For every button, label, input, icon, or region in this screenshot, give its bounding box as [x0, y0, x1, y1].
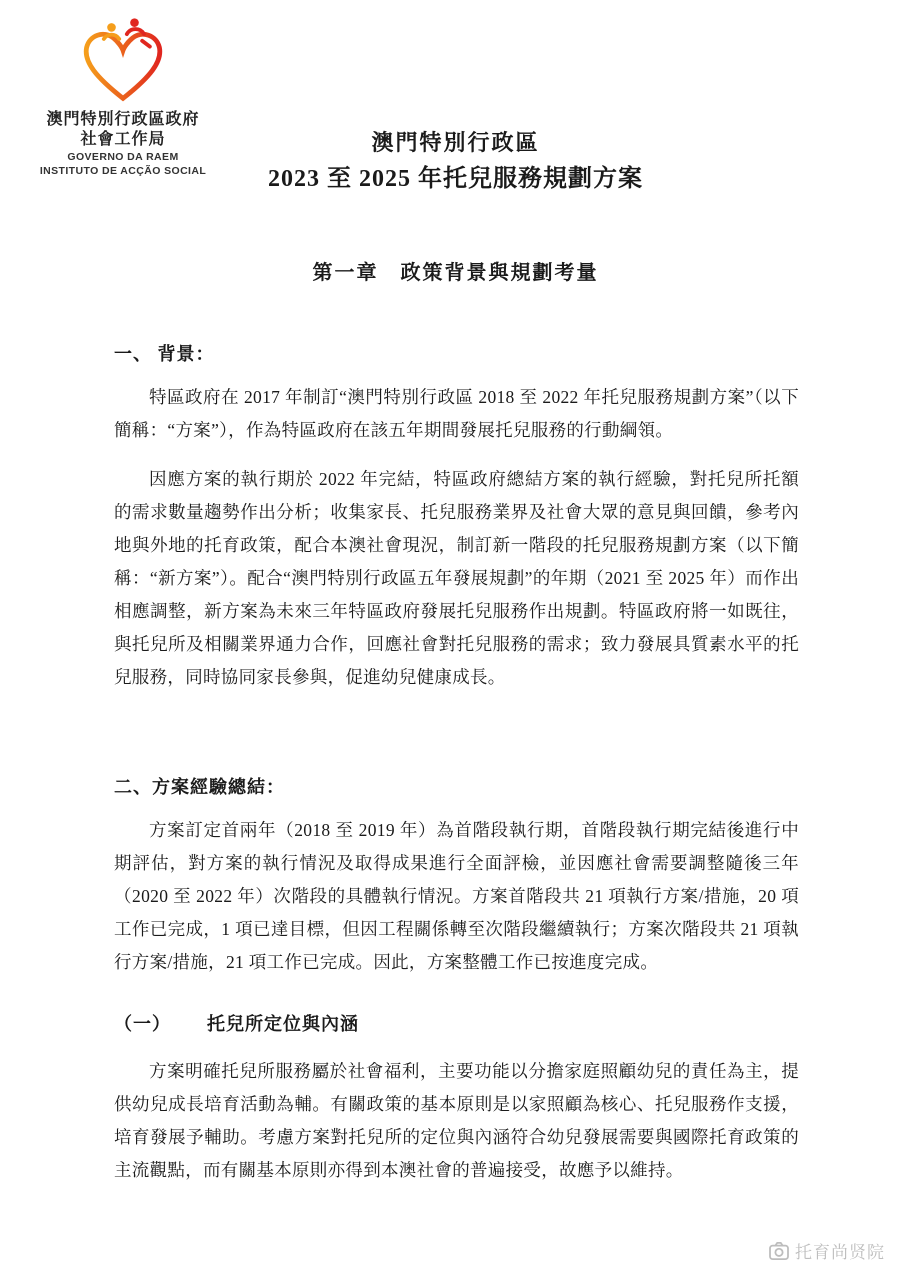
org-name-pt-line2: INSTITUTO DE ACÇÃO SOCIAL [39, 165, 207, 177]
figure-red-arm [142, 41, 150, 47]
subsection-positioning-heading [114, 1009, 799, 1039]
figure-red-head [130, 18, 139, 27]
subsection-title: 托兒所定位與內涵 [207, 1014, 359, 1034]
subsection-positioning-paragraph-1: 方案明確托兒所服務屬於社會福利，主要功能以分擔家庭照顧幼兒的責任為主，提供幼兒成長培育活動為輔。有關政策的基本原則是以家照顧為核心、托兒服務作支援，培育發展予輔助。考慮方案對托兒所的定位與內涵符合幼兒發展需要與國際托育政策的主流觀點，而有關基本原則亦得到本澳社會的普遍接受，故應予以維持。 [114, 1061, 799, 1180]
figure-orange-head [107, 23, 116, 32]
document-title-line2: 2023 至 2025 年托兒服務規劃方案 [268, 166, 643, 192]
watermark [769, 1238, 885, 1263]
org-name-pt-line1: GOVERNO DA RAEM [67, 151, 179, 163]
document-body [114, 339, 799, 1187]
chapter-heading: 第一章 政策背景與規劃考量 [312, 262, 599, 284]
org-header [28, 14, 218, 178]
document-title-line1: 澳門特別行政區 [371, 130, 540, 155]
subsection-number: （一） [114, 1014, 171, 1034]
org-name-zh-line2: 社會工作局 [80, 131, 166, 148]
section-background-heading: 一、 背景： [114, 344, 215, 364]
ias-heart-logo [75, 14, 171, 106]
section-summary-paragraph-1: 方案訂定首兩年（2018 至 2019 年）為首階段執行期，首階段執行期完結後進行中期評估，對方案的執行情況及取得成果進行全面評檢，並因應社會需要調整隨後三年（2020 至 2022 年）次階段的具體執行情況。方案首階段共 21 項執行方案/措施，20 項工作已完成，1 項已達目標，但因工程關係轉至次階段繼續執行；方案次階段共 21 項執行方案/措施，21 項工作已完成。因此，方案整體工作已按進度完成。 [114, 820, 799, 972]
org-name-zh-line1: 澳門特別行政區政府 [46, 111, 200, 128]
section-background-paragraph-2: 因應方案的執行期於 2022 年完結，特區政府總結方案的執行經驗，對托兒所托額的需求數量趨勢作出分析；收集家長、托兒服務業界及社會大眾的意見與回饋，參考內地與外地的托育政策，配合本澳社會現況，制訂新一階段的托兒服務規劃方案（以下簡稱：“新方案”）。配合“澳門特別行政區五年發展規劃”的年期（2021 至 2025 年）而作出相應調整，新方案為未來三年特區政府發展托兒服務作出規劃。特區政府將一如既往，與托兒所及相關業界通力合作，回應社會對托兒服務的需求；致力發展具質素水平的托兒服務，同時協同家長參與，促進幼兒健康成長。 [114, 469, 799, 687]
section-summary-heading: 二、方案經驗總結： [114, 777, 285, 797]
section-background-paragraph-1: 特區政府在 2017 年制訂“澳門特別行政區 2018 至 2022 年托兒服務規劃方案”（以下簡稱：“方案”），作為特區政府在該五年期間發展托兒服務的行動綱領。 [114, 387, 799, 440]
watermark-text: 托育尚贤院 [795, 1243, 885, 1262]
watermark-camera-icon [769, 1242, 789, 1260]
